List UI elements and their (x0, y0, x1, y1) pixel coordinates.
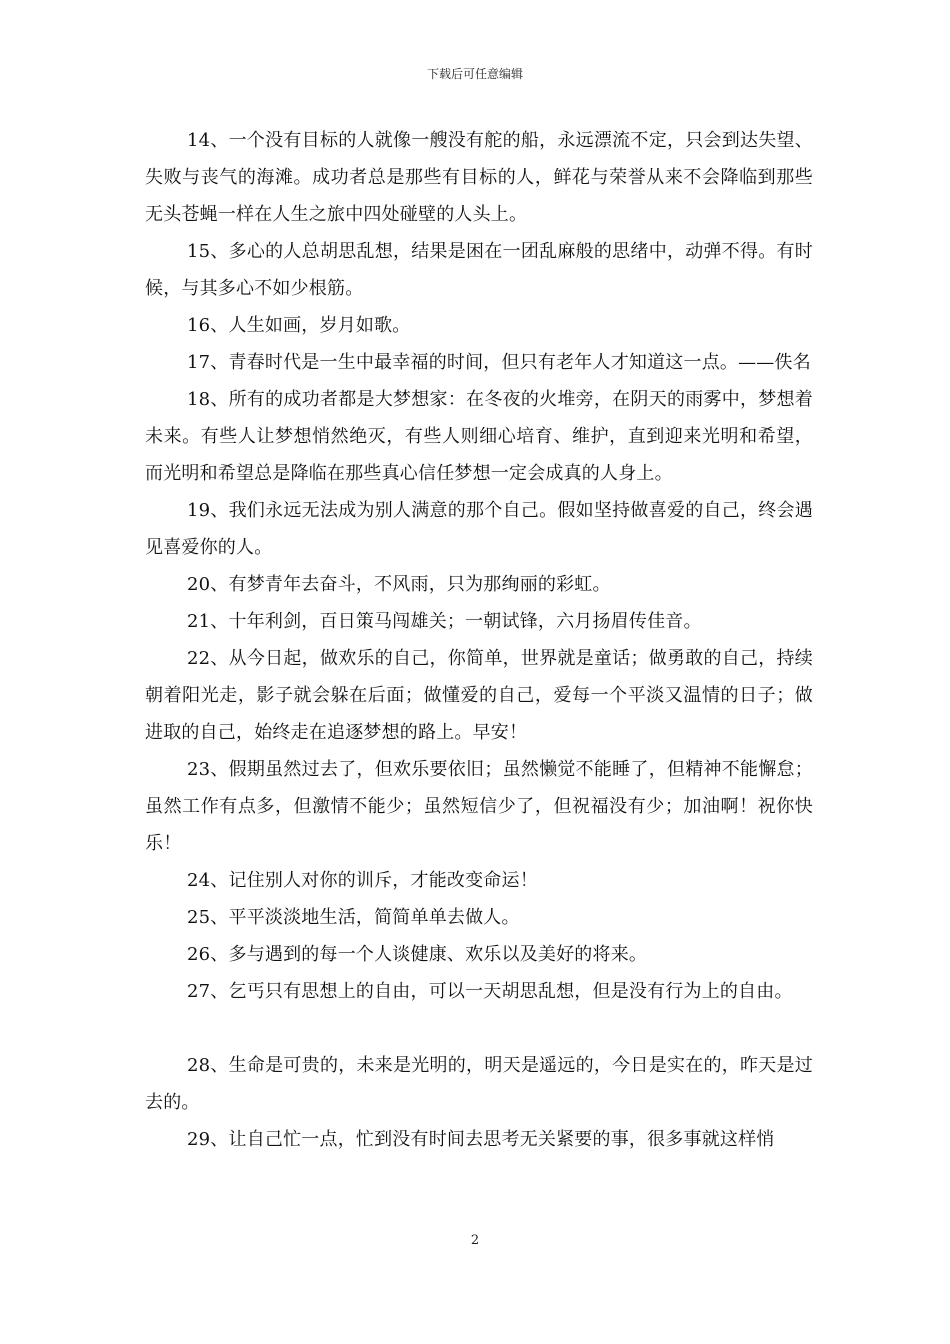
paragraph-27: 27、乞丐只有思想上的自由，可以一天胡思乱想，但是没有行为上的自由。 (187, 981, 793, 1002)
paragraph-21: 21、十年利剑，百日策马闯雄关；一朝试锋，六月扬眉传佳音。 (187, 611, 702, 632)
paragraph-17: 17、青春时代是一生中最幸福的时间，但只有老年人才知道这一点。——佚名 (187, 352, 811, 373)
paragraph-23: 23、假期虽然过去了，但欢乐要依旧；虽然懒觉不能睡了，但精神不能懈怠；虽然工作有点多，但激情不能少；虽然短信少了，但祝福没有少；加油啊！祝你快乐！ (145, 759, 813, 854)
paragraph-14: 14、一个没有目标的人就像一艘没有舵的船，永远漂流不定，只会到达失望、失败与丧气的海滩。成功者总是那些有目标的人，鲜花与荣誉从来不会降临到那些无头苍蝇一样在人生之旅中四处碰壁的人头上。 (145, 130, 813, 225)
document-body (145, 122, 813, 1158)
paragraph-24: 24、记住别人对你的训斥，才能改变命运！ (187, 870, 538, 891)
page-number: 2 (470, 1233, 480, 1248)
paragraph-16: 16、人生如画，岁月如歌。 (187, 315, 411, 336)
paragraph-26: 26、多与遇到的每一个人谈健康、欢乐以及美好的将来。 (187, 944, 648, 965)
paragraph-18: 18、所有的成功者都是大梦想家：在冬夜的火堆旁，在阴天的雨雾中，梦想着未来。有些人让梦想悄然绝灭，有些人则细心培育、维护，直到迎来光明和希望，而光明和希望总是降临在那些真心信任梦想一定会成真的人身上。 (145, 389, 813, 484)
paragraph-spacer (145, 1010, 813, 1047)
paragraph-19: 19、我们永远无法成为别人满意的那个自己。假如坚持做喜爱的自己，终会遇见喜爱你的人。 (145, 500, 813, 558)
paragraph-15: 15、多心的人总胡思乱想，结果是困在一团乱麻般的思绪中，动弹不得。有时候，与其多心不如少根筋。 (145, 241, 813, 299)
paragraph-28: 28、生命是可贵的，未来是光明的，明天是遥远的，今日是实在的，昨天是过去的。 (145, 1055, 813, 1113)
paragraph-25: 25、平平淡淡地生活，简简单单去做人。 (187, 907, 520, 928)
paragraph-29: 29、让自己忙一点，忙到没有时间去思考无关紧要的事，很多事就这样悄 (187, 1129, 775, 1150)
paragraph-22: 22、从今日起，做欢乐的自己，你简单，世界就是童话；做勇敢的自己，持续朝着阳光走，影子就会躲在后面；做懂爱的自己，爱每一个平淡又温情的日子；做进取的自己，始终走在追逐梦想的路上。早安！ (145, 648, 813, 743)
page-header: 下载后可任意编辑 (426, 67, 523, 81)
paragraph-20: 20、有梦青年去奋斗，不风雨，只为那绚丽的彩虹。 (187, 574, 611, 595)
